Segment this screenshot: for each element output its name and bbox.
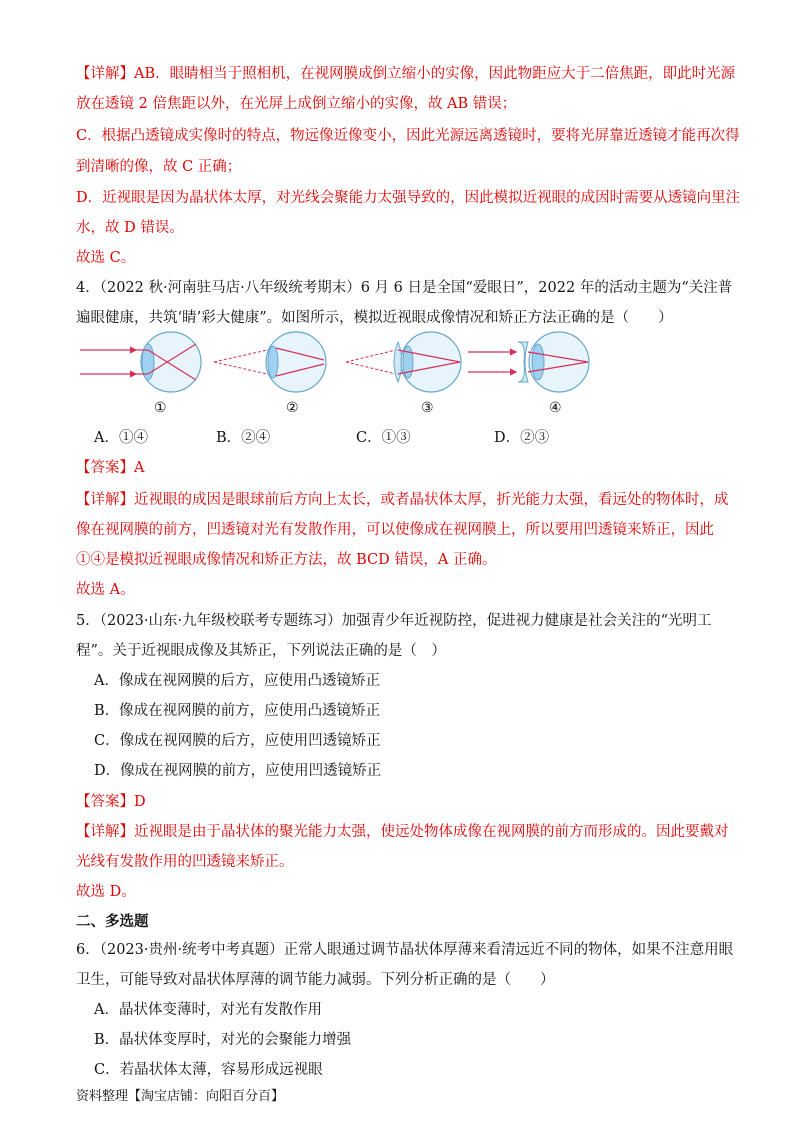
answer-q5: 【答案】D: [76, 794, 146, 810]
figure-label-1: ①: [154, 400, 167, 416]
choose-q4: 故选 A。: [76, 582, 135, 598]
question-6-line-1: 6．（2023·贵州·统考中考真题）正常人眼通过调节晶状体厚薄来看清远近不同的物体，如果不注意用眼: [76, 942, 734, 958]
explain-q3-line-5: D．近视眼是因为晶状体太厚，对光线会聚能力太强导致的，因此模拟近视眼的成因时需要从透镜向里注: [76, 190, 741, 206]
figure-label-4: ④: [549, 400, 562, 416]
explain-q3-line-1: 【详解】AB．眼睛相当于照相机，在视网膜成倒立缩小的实像，因此物距应大于二倍焦距，即此时光源: [76, 66, 736, 82]
eye-diagram-2: [214, 332, 326, 392]
eye-diagram-3: [346, 332, 461, 392]
q6-option-c: C．若晶状体太薄，容易形成远视眼: [94, 1062, 323, 1078]
answer-q4: 【答案】A: [76, 460, 145, 476]
explain-q3-line-6: 水，故 D 错误。: [76, 220, 184, 236]
q5-option-c: C．像成在视网膜的后方，应使用凹透镜矫正: [94, 733, 381, 749]
choose-q5: 故选 D。: [76, 884, 136, 900]
footer-source: 资料整理【淘宝店铺：向阳百分百】: [76, 1089, 285, 1104]
explain-q3-line-2: 放在透镜 2 倍焦距以外，在光屏上成倒立缩小的实像，故 AB 错误；: [76, 96, 517, 112]
q5-option-d: D．像成在视网膜的前方，应使用凹透镜矫正: [94, 763, 382, 779]
q4-option-d: D．②③: [494, 430, 550, 446]
explain-q3-line-3: C．根据凸透镜成实像时的特点，物远像近像变小，因此光源远离透镜时，要将光屏靠近透镜才能再次得: [76, 128, 740, 144]
q5-option-b: B．像成在视网膜的前方，应使用凸透镜矫正: [94, 703, 381, 719]
q6-option-a: A．晶状体变薄时，对光有发散作用: [94, 1002, 322, 1018]
question-5-line-1: 5．（2023·山东·九年级校联考专题练习）加强青少年近视防控，促进视力健康是社会关注的“光明工: [76, 613, 712, 629]
question-4-line-1: 4．（2022 秋·河南驻马店·八年级统考期末）6 月 6 日是全国“爱眼日”，2022 年的活动主题为“关注普: [76, 280, 733, 296]
choose-q3: 故选 C。: [76, 250, 136, 266]
eye-diagram-1: [80, 332, 201, 392]
explain-q5-line-2: 光线有发散作用的凹透镜来矫正。: [76, 854, 294, 870]
question-4-line-2: 遍眼健康，共筑‘睛’彩大健康”。如图所示，模拟近视眼成像情况和矫正方法正确的是（ ）: [76, 310, 673, 326]
q5-option-a: A．像成在视网膜的后方，应使用凸透镜矫正: [94, 673, 380, 689]
figure-label-2: ②: [286, 400, 299, 416]
explain-q4-line-1: 【详解】近视眼的成因是眼球前后方向上太长，或者晶状体太厚，折光能力太强，看远处的物体时，成: [76, 492, 729, 508]
q4-option-b: B．②④: [216, 430, 271, 446]
q4-option-a: A．①④: [94, 430, 148, 446]
q4-option-c: C．①③: [356, 430, 411, 446]
question-5-line-2: 程”。关于近视眼成像及其矫正，下列说法正确的是（ ）: [76, 643, 446, 659]
q6-option-b: B．晶状体变厚时，对光的会聚能力增强: [94, 1032, 352, 1048]
explain-q4-line-2: 像在视网膜的前方，凹透镜对光有发散作用，可以使像成在视网膜上，所以要用凹透镜来矫正，因此: [76, 522, 714, 538]
eye-diagram-4: [468, 332, 589, 392]
section-heading-multi-choice: 二、多选题: [76, 913, 149, 930]
question-6-line-2: 卫生，可能导致对晶状体厚薄的调节能力减弱。下列分析正确的是（ ）: [76, 972, 555, 988]
figure-label-3: ③: [421, 400, 434, 416]
explain-q4-line-3: ①④是模拟近视眼成像情况和矫正方法，故 BCD 错误，A 正确。: [76, 552, 497, 568]
explain-q3-line-4: 到清晰的像，故 C 正确；: [76, 159, 242, 175]
explain-q5-line-1: 【详解】近视眼是由于晶状体的聚光能力太强，使远处物体成像在视网膜的前方而形成的。因此要戴对: [76, 824, 729, 840]
